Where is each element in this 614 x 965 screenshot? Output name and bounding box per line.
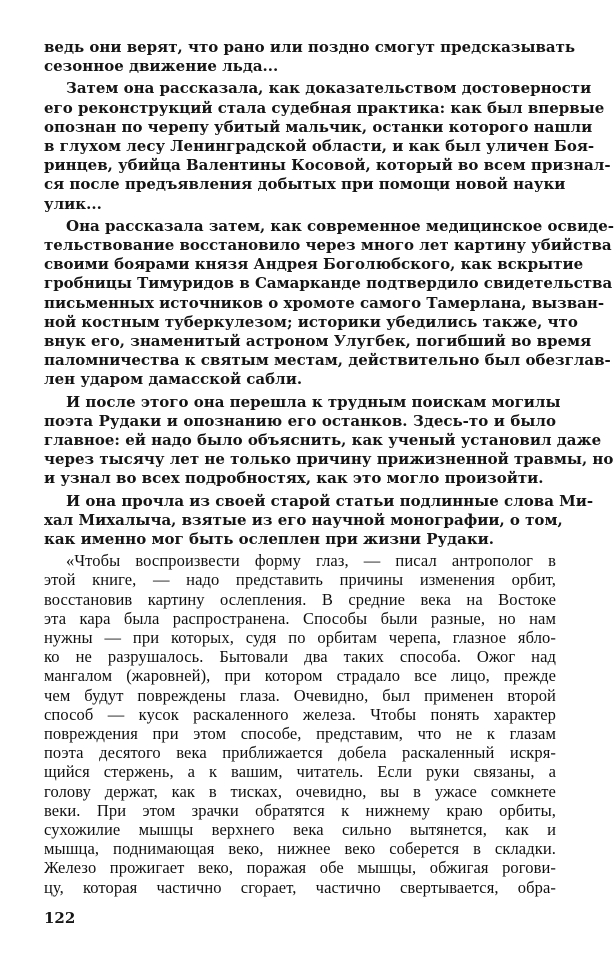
page-number: 122: [44, 909, 76, 927]
text-line: ся после предъявления добытых при помощи новой науки: [44, 175, 566, 193]
quote-line: ко не разрушалось. Бытовали два таких способа. Ожог над: [44, 647, 556, 666]
text-line: Она рассказала затем, как современное медицинское освиде-: [66, 217, 614, 235]
text-line: паломничества к святым местам, действительно был обезглав-: [44, 351, 611, 369]
text-line: сезонное движение льда...: [44, 57, 279, 75]
text-line: как именно мог быть ослеплен при жизни Рудаки.: [44, 530, 494, 548]
text-line: письменных источников о хромоте самого Тамерлана, вызван-: [44, 294, 605, 312]
quote-line: чем будут повреждены глаза. Очевидно, был применен второй: [44, 686, 556, 705]
text-line: в глухом лесу Ленинградской области, и как был уличен Боя-: [44, 137, 595, 155]
text-line: гробницы Тимуридов в Самарканде подтвердило свидетельства: [44, 274, 613, 292]
quote-line: мышца, поднимающая веко, нижнее веко соберется в складки.: [44, 839, 556, 858]
quote-line: повреждения при этом способе, представим, что не к глазам: [44, 724, 556, 743]
text-line: и узнал во всех подробностях, как это могло произойти.: [44, 469, 544, 487]
text-line: И она прочла из своей старой статьи подлинные слова Ми-: [66, 492, 594, 510]
quote-line: веки. При этом зрачки обратятся к нижнему краю орбиты,: [44, 801, 556, 820]
text-line: ведь они верят, что рано или поздно смогут предсказывать: [44, 38, 576, 56]
quote-line: этой книге, — надо представить причины изменения орбит,: [44, 570, 556, 589]
quote-line: «Чтобы воспроизвести форму глаз, — писал антрополог в: [66, 551, 556, 570]
text-line: его реконструкций стала судебная практика: как был впервые: [44, 99, 605, 117]
quote-line: нужны — при которых, судя по орбитам черепа, глазное ябло-: [44, 628, 556, 647]
quote-line: Железо прожигает веко, поражая обе мышцы, обжигая рогови-: [44, 858, 556, 877]
quote-line: щийся стержень, а к вашим, читатель. Если руки связаны, а: [44, 762, 556, 781]
text-line: главное: ей надо было объяснить, как ученый установил даже: [44, 431, 602, 449]
text-line: лен ударом дамасской сабли.: [44, 370, 303, 388]
quote-line: сухожилие мышцы верхнего века сильно вытянется, как и: [44, 820, 556, 839]
quote-line: поэта десятого века приближается добела раскаленный искря-: [44, 743, 556, 762]
text-line: внук его, знаменитый астроном Улугбек, погибший во время: [44, 332, 592, 350]
text-line: поэта Рудаки и опознанию его останков. Здесь-то и было: [44, 412, 556, 430]
text-line: опознан по черепу убитый мальчик, останки которого нашли: [44, 118, 593, 136]
text-line: Затем она рассказала, как доказательством достоверности: [66, 79, 592, 97]
quote-line: цу, которая частично сгорает, частично свертывается, обра-: [44, 878, 556, 897]
text-line: через тысячу лет не только причину прижизненной травмы, но: [44, 450, 614, 468]
quote-line: мангалом (жаровней), при котором страдало все лицо, прежде: [44, 666, 556, 685]
quote-line: эта кара была распространена. Способы были разные, но нам: [44, 609, 556, 628]
text-line: И после этого она перешла к трудным поискам могилы: [66, 393, 561, 411]
text-line: ной костным туберкулезом; историки убедились также, что: [44, 313, 578, 331]
text-line: улик...: [44, 195, 102, 213]
text-line: ринцев, убийца Валентины Косовой, который во всем признал-: [44, 156, 611, 174]
text-line: своими боярами князя Андрея Боголюбского, как вскрытие: [44, 255, 584, 273]
quote-line: восстановив картину ослепления. В средние века на Востоке: [44, 590, 556, 609]
text-line: тельствование восстановило через много лет картину убийства: [44, 236, 612, 254]
quote-line: голову держат, как в тисках, очевидно, вы в ужасе сомкнете: [44, 782, 556, 801]
text-line: хал Михалыча, взятые из его научной монографии, о том,: [44, 511, 563, 529]
quote-line: способ — кусок раскаленного железа. Чтобы понять характер: [44, 705, 556, 724]
